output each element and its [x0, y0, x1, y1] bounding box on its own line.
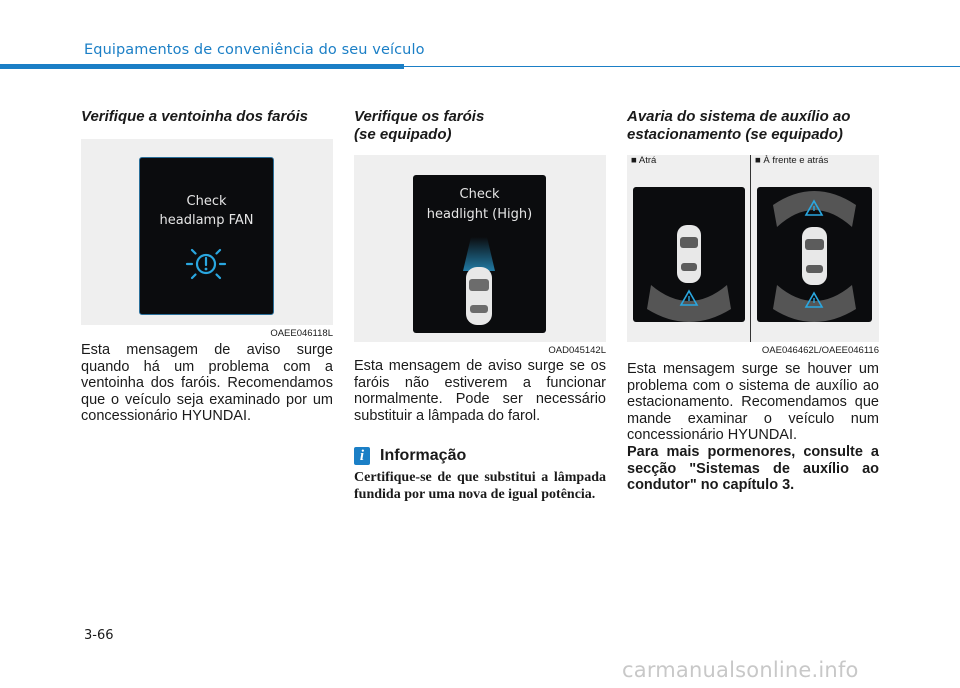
figure-headlamp-fan — [81, 139, 333, 339]
figure-divider — [750, 155, 751, 342]
cluster-screen — [413, 175, 546, 333]
figure-caption: OAEE046118L — [270, 328, 333, 339]
figure-headlight-check — [354, 155, 606, 356]
rear-parking-sensor-icon — [633, 187, 745, 322]
header-divider-line — [404, 66, 960, 67]
heading-line-2: estacionamento (se equipado) — [627, 126, 843, 143]
screen-line-1: Check — [459, 187, 500, 202]
watermark: carmanualsonline.info — [622, 658, 859, 682]
parking-screen-front-rear — [757, 187, 872, 322]
legend-front-rear: ■ À frente e atrás — [755, 155, 829, 166]
heading-line-2: (se equipado) — [354, 126, 452, 143]
front-rear-parking-sensor-icon — [757, 187, 872, 322]
page-number: 3-66 — [84, 628, 114, 643]
car-headlight-icon — [453, 237, 505, 329]
column-parking-assist — [627, 108, 879, 493]
body-parking-assist-reference: Para mais pormenores, consulte a secção "Sistemas de auxílio ao condutor" no capítulo 3. — [627, 444, 879, 493]
info-header — [354, 445, 466, 467]
figure-parking-assist — [627, 155, 879, 356]
cluster-screen — [139, 157, 274, 315]
heading-line-1: Avaria do sistema de auxílio ao — [627, 108, 851, 125]
body-headlamp-fan: Esta mensagem de aviso surge quando há um problema com a ventoinha dos faróis. Recomendamos que o veículo seja examinado por um concessionário HYUNDAI. — [81, 342, 333, 424]
heading-parking-assist — [627, 108, 879, 144]
figure-caption: OAE046462L/OAEE046116 — [761, 345, 879, 356]
column-headlight-check — [354, 108, 606, 502]
info-title: Informação — [380, 447, 467, 464]
info-icon: i — [354, 447, 370, 465]
heading-line-1: Verifique os faróis — [354, 108, 485, 125]
header-accent-bar — [0, 64, 404, 69]
column-headlamp-fan — [81, 108, 333, 424]
section-title: Equipamentos de conveniência do seu veículo — [84, 42, 425, 58]
legend-rear: ■ Atrá — [631, 155, 657, 166]
screen-line-2: headlamp FAN — [159, 213, 254, 228]
info-text: Certifique-se de que substitui a lâmpada fundida por uma nova de igual potência. — [354, 470, 606, 502]
headlamp-fan-warning-icon — [184, 242, 228, 286]
screen-line-2: headlight (High) — [426, 207, 533, 222]
body-parking-assist: Esta mensagem surge se houver um problema com o sistema de auxílio ao estacionamento. Recomendamos que mande examinar o veículo num concessionário HYUNDAI. — [627, 361, 879, 443]
heading-headlight-check — [354, 108, 606, 144]
parking-screen-rear — [633, 187, 745, 322]
figure-caption: OAD045142L — [548, 345, 606, 356]
screen-line-1: Check — [186, 194, 227, 209]
heading-headlamp-fan: Verifique a ventoinha dos faróis — [81, 108, 308, 125]
body-headlight-check: Esta mensagem de aviso surge se os faróis não estiverem a funcionar normalmente. Pode ser necessário substituir a lâmpada do farol. — [354, 358, 606, 424]
